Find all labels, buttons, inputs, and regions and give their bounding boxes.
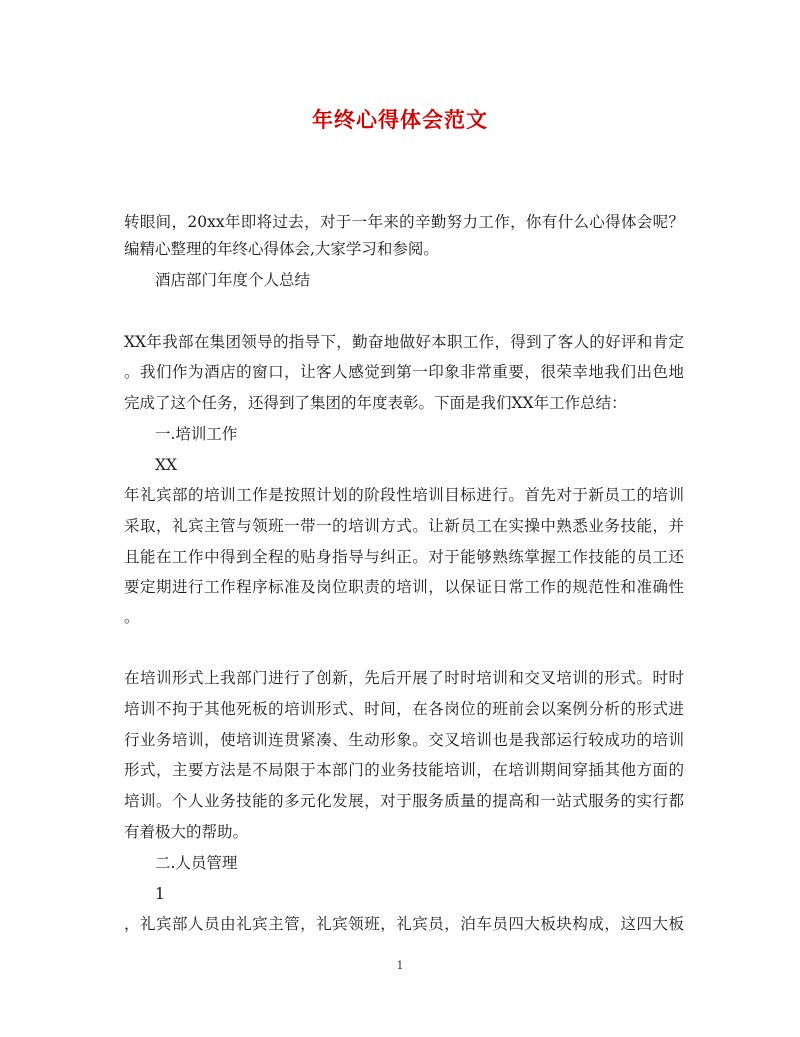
paragraph-line: 编精心整理的年终心得体会,大家学习和参阅。: [124, 240, 439, 258]
document-title: 年终心得体会范文: [312, 107, 488, 132]
paragraph-line: 行业务培训，使培训连贯紧凑、生动形象。交叉培训也是我部运行较成功的培训: [124, 731, 684, 749]
paragraph-line: 。: [124, 608, 140, 626]
paragraph-line: ，礼宾部人员由礼宾主管，礼宾领班，礼宾员，泊车员四大板块构成，这四大板: [124, 915, 684, 933]
paragraph-line: 且能在工作中得到全程的贴身指导与纠正。对于能够熟练掌握工作技能的员工还: [124, 548, 684, 566]
paragraph-line: 年礼宾部的培训工作是按照计划的阶段性培训目标进行。首先对于新员工的培训: [124, 486, 684, 504]
section-heading: 酒店部门年度个人总结: [155, 271, 311, 289]
paragraph-line: 转眼间，20xx年即将过去，对于一年来的辛勤努力工作，你有什么心得体会呢？: [124, 213, 684, 231]
paragraph-line: XX年我部在集团领导的指导下，勤奋地做好本职工作，得到了客人的好评和肯定: [124, 333, 684, 351]
paragraph-line: 完成了这个任务，还得到了集团的年度表彰。下面是我们XX年工作总结：: [124, 394, 627, 412]
paragraph-line: 培训。个人业务技能的多元化发展，对于服务质量的提高和一站式服务的实行都: [124, 792, 684, 810]
section-heading: 一.培训工作: [155, 425, 238, 443]
paragraph-line: XX: [155, 456, 178, 474]
section-heading: 二.人员管理: [155, 854, 238, 872]
paragraph-line: 采取，礼宾主管与领班一带一的培训方式。让新员工在实操中熟悉业务技能，并: [124, 517, 684, 535]
paragraph-line: 要定期进行工作程序标准及岗位职责的培训，以保证日常工作的规范性和准确性: [124, 578, 684, 596]
paragraph-line: 。我们作为酒店的窗口，让客人感觉到第一印象非常重要，很荣幸地我们出色地: [124, 363, 684, 381]
paragraph-line: 有着极大的帮助。: [124, 823, 249, 841]
paragraph-line: 形式，主要方法是不局限于本部门的业务技能培训，在培训期间穿插其他方面的: [124, 761, 684, 779]
paragraph-line: 在培训形式上我部门进行了创新，先后开展了时时培训和交叉培训的形式。时时: [124, 669, 684, 687]
paragraph-line: 培训不拘于其他死板的培训形式、时间，在各岗位的班前会以案例分析的形式进: [124, 700, 684, 718]
page-number: 1: [396, 959, 404, 972]
paragraph-line: 1: [155, 885, 165, 903]
